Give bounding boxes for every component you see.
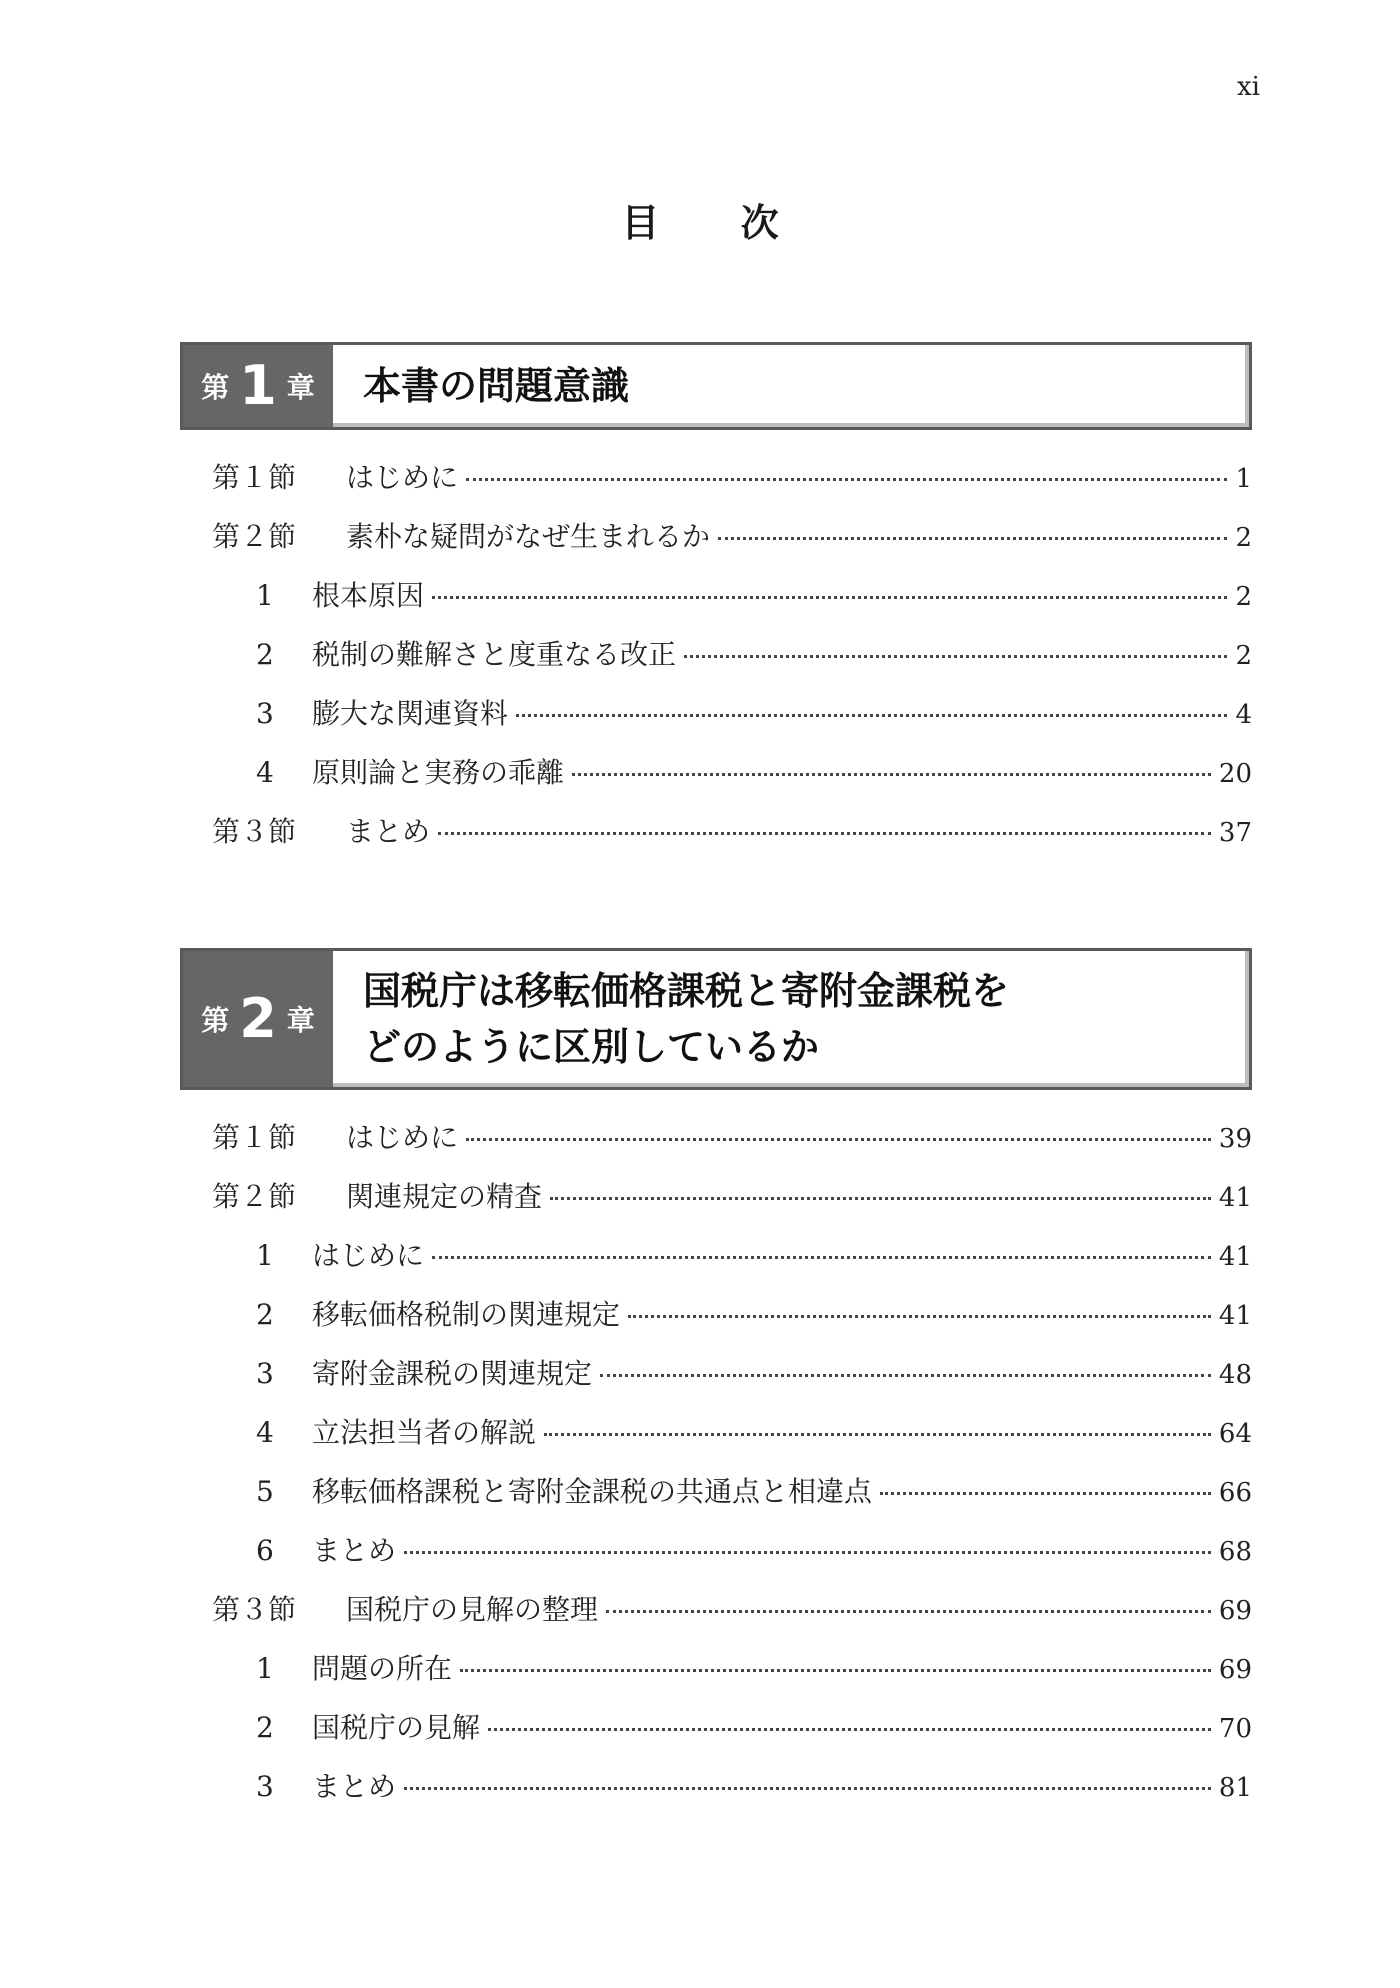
entry-text: まとめ (346, 815, 431, 848)
entry-prefix: 2 (256, 1711, 274, 1744)
dot-leader (684, 655, 1227, 658)
entry-page: 48 (1218, 1360, 1252, 1390)
dot-leader (466, 1138, 1211, 1141)
entry-page: 2 (1235, 641, 1252, 671)
entry-text: 国税庁の見解の整理 (346, 1593, 599, 1626)
chapter-number: 2 (239, 987, 277, 1050)
entry-text: まとめ (312, 1770, 397, 1803)
toc-entry[interactable] (180, 1470, 1252, 1529)
toc-entry[interactable] (180, 1293, 1252, 1352)
entry-prefix: 2 (256, 638, 274, 671)
entry-prefix: 4 (256, 1416, 274, 1449)
entry-prefix: 第３節 (212, 815, 297, 848)
chapter-header (180, 342, 1252, 430)
entry-text: 問題の所在 (312, 1652, 453, 1685)
entry-text: 根本原因 (312, 579, 425, 612)
entry-prefix: 2 (256, 1298, 274, 1331)
dot-leader (404, 1787, 1211, 1790)
toc-entry[interactable] (180, 515, 1252, 574)
entry-text: 膨大な関連資料 (312, 697, 509, 730)
dot-leader (438, 832, 1211, 835)
entry-page: 2 (1235, 523, 1252, 553)
entry-page: 81 (1218, 1773, 1252, 1803)
entry-page: 68 (1218, 1537, 1252, 1567)
toc-entry[interactable] (180, 810, 1252, 869)
entry-prefix: 3 (256, 1357, 274, 1390)
entry-text: 移転価格課税と寄附金課税の共通点と相違点 (312, 1475, 873, 1508)
dot-leader (628, 1315, 1211, 1318)
entry-prefix: 第３節 (212, 1593, 297, 1626)
entry-text: はじめに (346, 461, 459, 494)
entry-page: 69 (1218, 1655, 1252, 1685)
entry-page: 66 (1218, 1478, 1252, 1508)
dot-leader (432, 1256, 1211, 1259)
chapter-title-text: 国税庁は移転価格課税と寄附金課税を どのように区別しているか (363, 969, 1010, 1069)
chapter-1 (180, 342, 1252, 869)
chapter-title-text: 本書の問題意識 (363, 364, 630, 408)
entry-text: 原則論と実務の乖離 (312, 756, 565, 789)
entry-page: 1 (1235, 464, 1252, 494)
toc-entry[interactable] (180, 692, 1252, 751)
entry-prefix: 第２節 (212, 520, 297, 553)
entry-page: 20 (1218, 759, 1252, 789)
entry-prefix: 第１節 (212, 461, 297, 494)
entry-prefix: 6 (256, 1534, 274, 1567)
toc-title: 目 次 (621, 201, 813, 245)
chapter-header (180, 948, 1252, 1090)
entry-prefix: 第１節 (212, 1121, 297, 1154)
toc-entry[interactable] (180, 633, 1252, 692)
entry-page: 64 (1218, 1419, 1252, 1449)
dot-leader (572, 773, 1211, 776)
entry-text: 税制の難解さと度重なる改正 (312, 638, 677, 671)
chapter-2 (180, 948, 1252, 1824)
entry-prefix: 1 (256, 1652, 274, 1685)
chapter-label-pre: 第 (201, 1004, 230, 1037)
entry-prefix: 第２節 (212, 1180, 297, 1213)
toc-entry[interactable] (180, 1234, 1252, 1293)
entry-prefix: 1 (256, 1239, 274, 1272)
entry-prefix: 5 (256, 1475, 274, 1508)
toc-entries (180, 1116, 1252, 1824)
entry-page: 41 (1218, 1242, 1252, 1272)
entry-text: 寄附金課税の関連規定 (312, 1357, 593, 1390)
chapter-title (333, 345, 1249, 427)
toc-entry[interactable] (180, 574, 1252, 633)
dot-leader (488, 1728, 1211, 1731)
toc-entry[interactable] (180, 1765, 1252, 1824)
dot-leader (544, 1433, 1211, 1436)
entry-prefix: 3 (256, 697, 274, 730)
chapter-title (333, 951, 1249, 1087)
toc-entry[interactable] (180, 1411, 1252, 1470)
entry-text: 素朴な疑問がなぜ生まれるか (346, 520, 711, 553)
entry-text: 立法担当者の解説 (312, 1416, 537, 1449)
dot-leader (550, 1197, 1211, 1200)
entry-text: まとめ (312, 1534, 397, 1567)
chapter-label-post: 章 (286, 371, 315, 404)
entry-text: はじめに (312, 1239, 425, 1272)
dot-leader (600, 1374, 1211, 1377)
toc-entry[interactable] (180, 1352, 1252, 1411)
chapter-label-pre: 第 (201, 371, 230, 404)
entry-text: 移転価格税制の関連規定 (312, 1298, 621, 1331)
page-number: xi (1237, 72, 1260, 102)
entry-page: 70 (1218, 1714, 1252, 1744)
toc-entry[interactable] (180, 456, 1252, 515)
toc-entry[interactable] (180, 1116, 1252, 1175)
entry-prefix: 4 (256, 756, 274, 789)
dot-leader (718, 537, 1227, 540)
entry-text: はじめに (346, 1121, 459, 1154)
toc-entry[interactable] (180, 1529, 1252, 1588)
entry-prefix: 1 (256, 579, 274, 612)
dot-leader (460, 1669, 1211, 1672)
entry-page: 37 (1218, 818, 1252, 848)
entry-page: 69 (1218, 1596, 1252, 1626)
entry-page: 4 (1235, 700, 1252, 730)
toc-entry[interactable] (180, 1588, 1252, 1647)
entry-text: 国税庁の見解 (312, 1711, 481, 1744)
entry-text: 関連規定の精査 (346, 1180, 543, 1213)
dot-leader (516, 714, 1227, 717)
entry-page: 41 (1218, 1183, 1252, 1213)
toc-entry[interactable] (180, 1647, 1252, 1706)
toc-entry[interactable] (180, 1706, 1252, 1765)
toc-entries (180, 456, 1252, 869)
dot-leader (466, 478, 1227, 481)
chapter-number: 1 (239, 354, 277, 417)
chapter-label (183, 345, 333, 427)
chapter-label (183, 951, 333, 1087)
toc-entry[interactable] (180, 1175, 1252, 1234)
entry-page: 2 (1235, 582, 1252, 612)
dot-leader (880, 1492, 1211, 1495)
entry-page: 41 (1218, 1301, 1252, 1331)
entry-prefix: 3 (256, 1770, 274, 1803)
dot-leader (404, 1551, 1211, 1554)
chapter-label-post: 章 (286, 1004, 315, 1037)
toc-entry[interactable] (180, 751, 1252, 810)
dot-leader (432, 596, 1227, 599)
dot-leader (606, 1610, 1211, 1613)
entry-page: 39 (1218, 1124, 1252, 1154)
